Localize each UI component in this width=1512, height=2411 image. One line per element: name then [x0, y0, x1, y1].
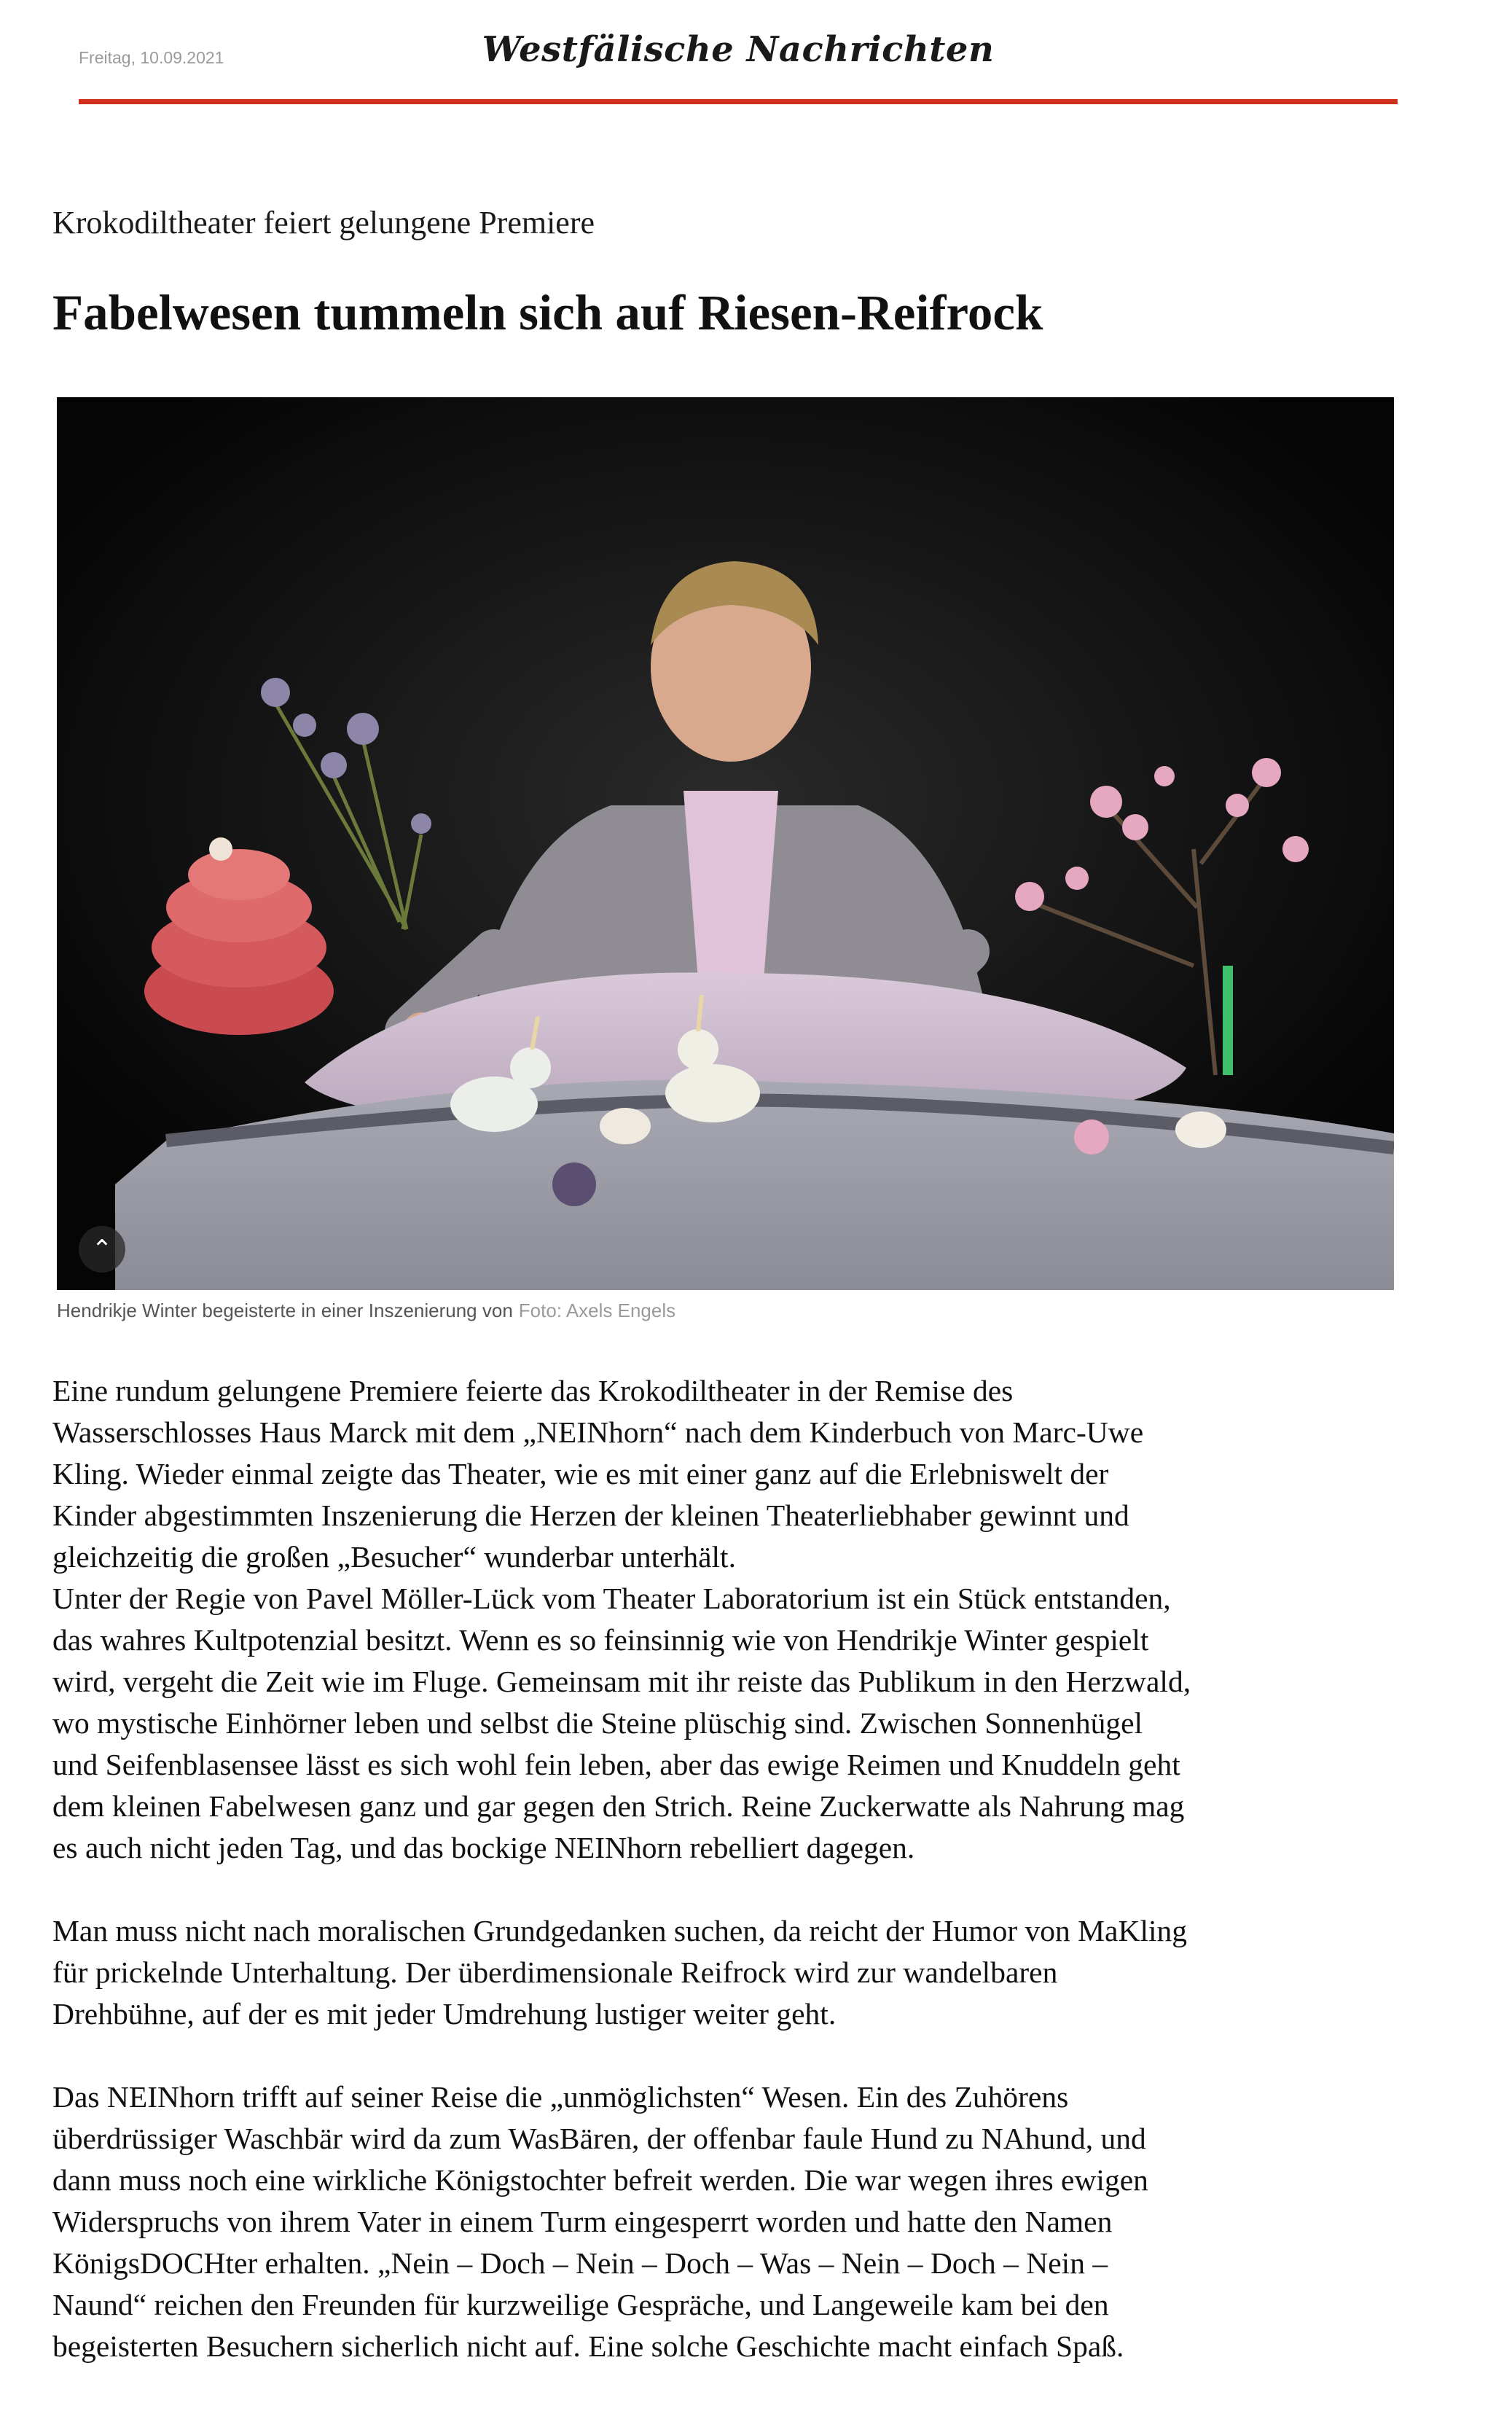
text-line: überdrüssiger Waschbär wird da zum WasBären, der offenbar faule Hund zu NAhund, und: [52, 2122, 1146, 2155]
newspaper-masthead[interactable]: Westfälische Nachrichten: [482, 29, 995, 70]
dark-rose: [552, 1162, 596, 1206]
text-line: Kinder abgestimmten Inszenierung die Herzen der kleinen Theaterliebhaber gewinnt und: [52, 1498, 1129, 1532]
expand-gallery-button[interactable]: [79, 1226, 125, 1273]
photo-caption: [57, 1300, 675, 1322]
text-line: wird, vergeht die Zeit wie im Fluge. Gemeinsam mit ihr reiste das Publikum in den Herzwald,: [52, 1665, 1191, 1698]
article-paragraph: [52, 1370, 1422, 1578]
paragraph-spacer: [52, 1869, 1422, 1910]
text-line: gleichzeitig die großen „Besucher“ wunderbar unterhält.: [52, 1540, 736, 1574]
article-paragraph: [52, 1578, 1422, 1869]
stage-scene-illustration: [57, 397, 1394, 1290]
text-line: Eine rundum gelungene Premiere feierte das Krokodiltheater in der Remise des: [52, 1374, 1014, 1407]
text-line: KönigsDOCHter erhalten. „Nein – Doch – Nein – Doch – Was – Nein – Doch – Nein –: [52, 2246, 1108, 2280]
paragraph-spacer: [52, 2035, 1422, 2076]
text-line: Wasserschlosses Haus Marck mit dem „NEINhorn“ nach dem Kinderbuch von Marc-Uwe: [52, 1415, 1144, 1449]
text-line: es auch nicht jeden Tag, und das bockige NEINhorn rebelliert dagegen.: [52, 1831, 915, 1864]
text-line: und Seifenblasensee lässt es sich wohl fein leben, aber das ewige Reimen und Knuddeln geht: [52, 1748, 1180, 1781]
caption-text: Hendrikje Winter begeisterte in einer Inszenierung von: [57, 1300, 513, 1321]
header-divider: [79, 99, 1398, 104]
text-line: Das NEINhorn trifft auf seiner Reise die „unmöglichsten“ Wesen. Ein des Zuhörens: [52, 2080, 1069, 2114]
text-line: Widerspruchs von ihrem Vater in einem Turm eingesperrt worden und hatte den Namen: [52, 2205, 1113, 2238]
photo-credit: Foto: Axels Engels: [518, 1300, 676, 1321]
double-chevron-up-icon: ⌃: [91, 1235, 113, 1264]
article-headline: Fabelwesen tummeln sich auf Riesen-Reifrock: [52, 285, 1043, 340]
article-body: [52, 1370, 1422, 2367]
text-line: das wahres Kultpotenzial besitzt. Wenn es so feinsinnig wie von Hendrikje Winter gespielt: [52, 1623, 1149, 1657]
text-line: Man muss nicht nach moralischen Grundgedanken suchen, da reicht der Humor von MaKling: [52, 1914, 1187, 1947]
article-kicker: Krokodiltheater feiert gelungene Premiere: [52, 205, 595, 241]
text-line: wo mystische Einhörner leben und selbst die Steine plüschig sind. Zwischen Sonnenhügel: [52, 1706, 1143, 1740]
page-header: [79, 29, 1398, 109]
article-paragraph: [52, 2076, 1422, 2367]
text-line: Unter der Regie von Pavel Möller-Lück vom Theater Laboratorium ist ein Stück entstanden,: [52, 1582, 1171, 1615]
publication-date: Freitag, 10.09.2021: [79, 48, 224, 67]
text-line: Drehbühne, auf der es mit jeder Umdrehung lustiger weiter geht.: [52, 1997, 837, 2031]
text-line: dann muss noch eine wirkliche Königstochter befreit werden. Die war wegen ihres ewigen: [52, 2163, 1148, 2197]
text-line: dem kleinen Fabelwesen ganz und gar gegen den Strich. Reine Zuckerwatte als Nahrung mag: [52, 1789, 1185, 1823]
text-line: begeisterten Besuchern sicherlich nicht auf. Eine solche Geschichte macht einfach Spaß.: [52, 2329, 1124, 2363]
article-paragraph: [52, 1910, 1422, 2035]
lotus-flower: [1074, 1119, 1109, 1154]
text-line: Naund“ reichen den Freunden für kurzweilige Gespräche, und Langeweile kam bei den: [52, 2288, 1109, 2321]
article-photo[interactable]: [57, 397, 1394, 1290]
text-line: für prickelnde Unterhaltung. Der überdimensionale Reifrock wird zur wandelbaren: [52, 1955, 1058, 1989]
text-line: Kling. Wieder einmal zeigte das Theater, wie es mit einer ganz auf die Erlebniswelt der: [52, 1457, 1109, 1490]
